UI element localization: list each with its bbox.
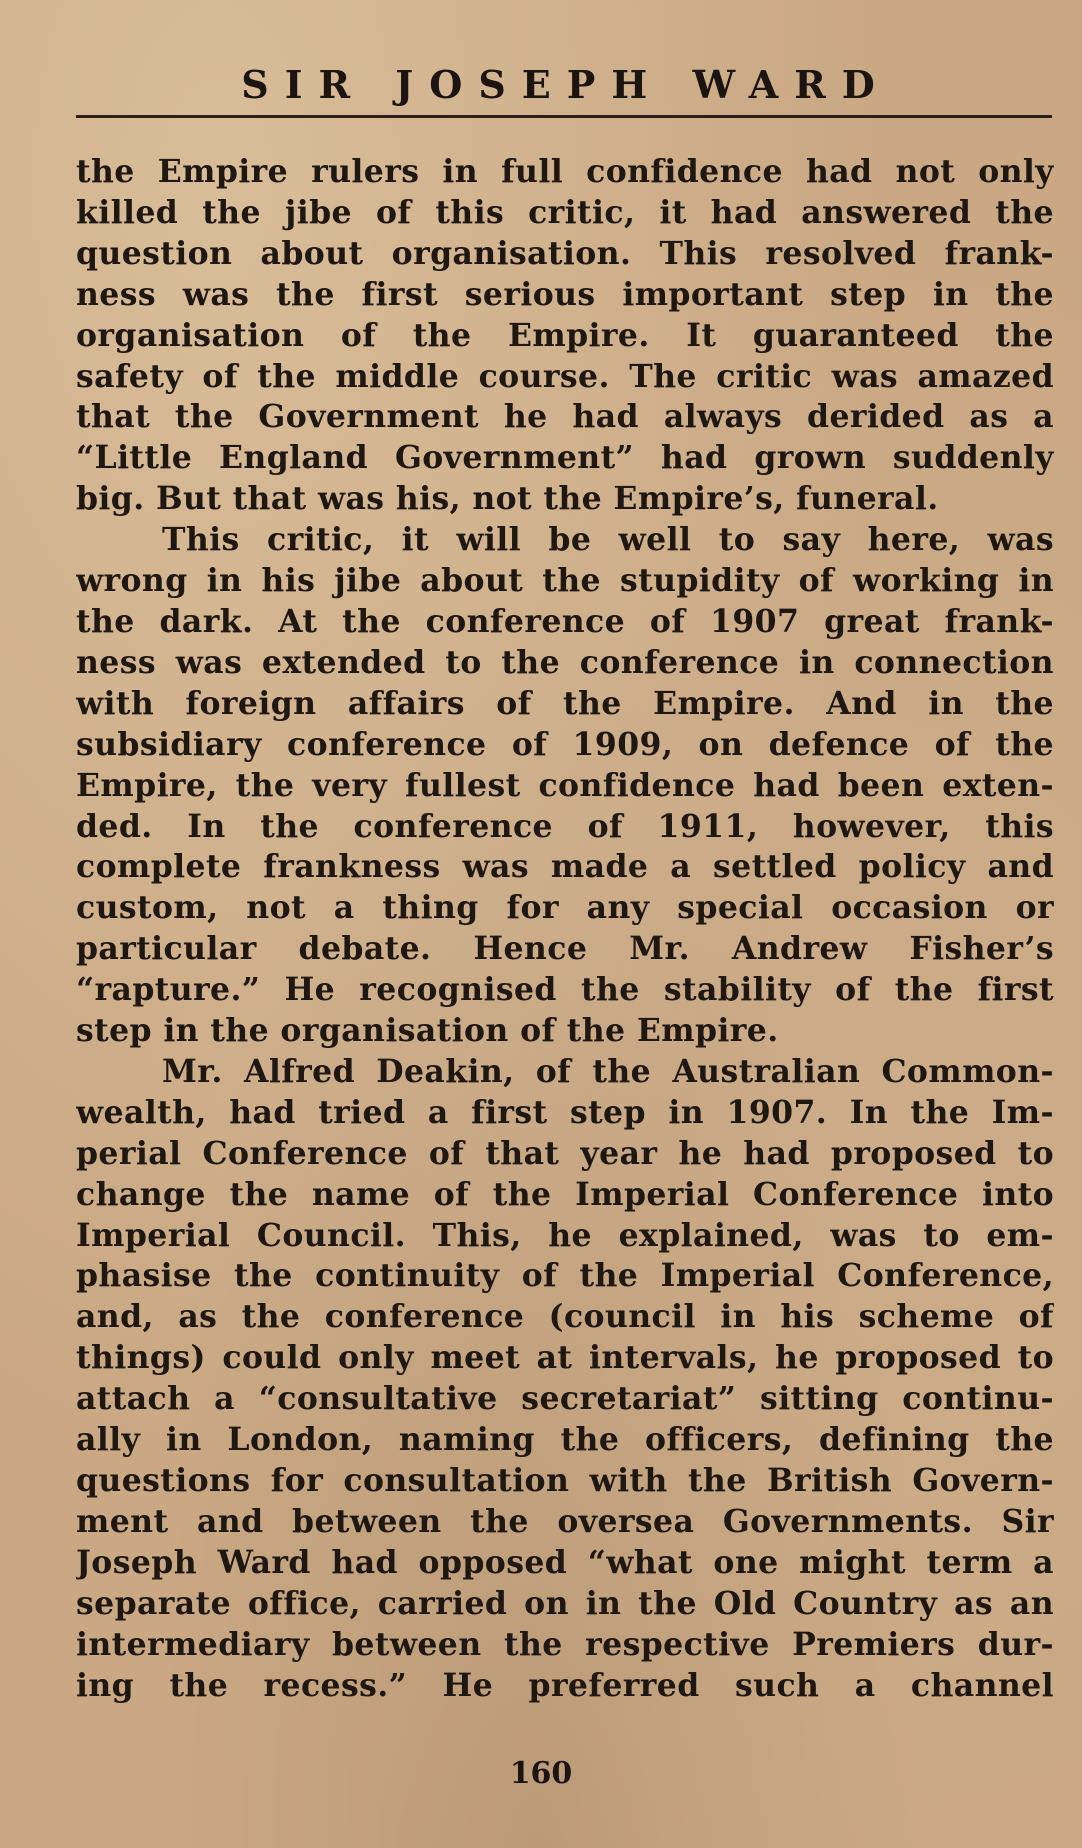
text-line: intermediary between the respective Premiers dur- xyxy=(76,1625,1054,1663)
text-line: wrong in his jibe about the stupidity of working in xyxy=(76,562,1054,600)
text-line: killed the jibe of this critic, it had answered the xyxy=(76,193,1054,231)
text-line: ally in London, naming the officers, defining the xyxy=(76,1421,1054,1459)
text-line: custom, not a thing for any special occasion or xyxy=(76,889,1054,927)
text-line: change the name of the Imperial Conference into xyxy=(76,1175,1054,1213)
text-line: big. But that was his, not the Empire’s, funeral. xyxy=(76,480,939,518)
text-line: and, as the conference (council in his scheme of xyxy=(76,1298,1054,1336)
page-number: 160 xyxy=(509,1756,573,1791)
text-line: ment and between the oversea Governments. Sir xyxy=(76,1502,1054,1540)
text-line: separate office, carried on in the Old Country as an xyxy=(76,1584,1054,1622)
text-line: particular debate. Hence Mr. Andrew Fisher’s xyxy=(76,930,1054,968)
text-line: complete frankness was made a settled policy and xyxy=(76,848,1054,886)
text-line: This critic, it will be well to say here, was xyxy=(162,521,1054,559)
text-line: ness was extended to the conference in connection xyxy=(76,643,1054,681)
body-text xyxy=(76,152,1054,1706)
paragraph xyxy=(76,152,1054,520)
text-line: question about organisation. This resolved frank- xyxy=(76,234,1054,272)
text-line: things) could only meet at intervals, he proposed to xyxy=(76,1339,1054,1377)
text-line: Imperial Council. This, he explained, was to em- xyxy=(76,1216,1054,1254)
text-line: Empire, the very fullest confidence had been exten- xyxy=(76,766,1054,804)
running-head: SIR JOSEPH WARD xyxy=(241,62,891,107)
text-line: wealth, had tried a first step in 1907. In the Im- xyxy=(76,1093,1054,1131)
text-line: perial Conference of that year he had proposed to xyxy=(76,1134,1054,1172)
text-line: ness was the first serious important step in the xyxy=(76,275,1054,313)
text-line: “rapture.” He recognised the stability of the first xyxy=(76,971,1054,1009)
text-line: phasise the continuity of the Imperial Conference, xyxy=(76,1257,1054,1295)
text-line: step in the organisation of the Empire. xyxy=(76,1012,779,1050)
text-line: the Empire rulers in full confidence had not only xyxy=(76,153,1054,190)
text-line: ded. In the conference of 1911, however, this xyxy=(76,807,1054,845)
text-line: questions for consultation with the British Govern- xyxy=(76,1462,1054,1499)
text-line: organisation of the Empire. It guaranteed the xyxy=(76,316,1054,354)
text-line: safety of the middle course. The critic was amazed xyxy=(76,357,1054,395)
text-line: attach a “consultative secretariat” sitting continu- xyxy=(76,1380,1054,1418)
text-line: “Little England Government” had grown suddenly xyxy=(76,439,1054,477)
text-line: the dark. At the conference of 1907 great frank- xyxy=(76,602,1054,640)
text-line: ing the recess.” He preferred such a channel xyxy=(76,1666,1054,1704)
text-line: with foreign affairs of the Empire. And in the xyxy=(76,684,1054,722)
paragraph xyxy=(76,1052,1054,1707)
text-line: subsidiary conference of 1909, on defence of the xyxy=(76,725,1054,763)
header-rule xyxy=(76,115,1052,118)
text-line: Mr. Alfred Deakin, of the Australian Common- xyxy=(162,1052,1054,1090)
text-line: Joseph Ward had opposed “what one might term a xyxy=(76,1543,1054,1581)
text-line: that the Government he had always derided as a xyxy=(76,398,1054,436)
paragraph xyxy=(76,520,1054,1052)
